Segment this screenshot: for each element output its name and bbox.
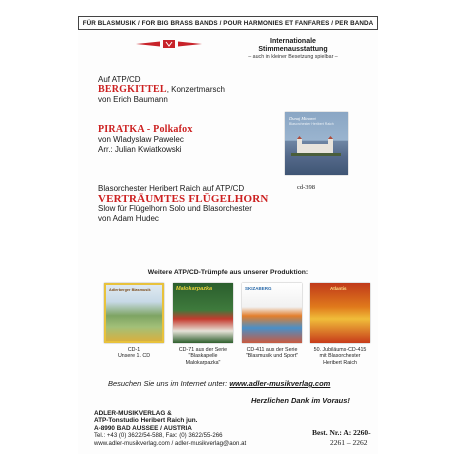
entry-title: PIRATKA - Polkafox <box>98 124 193 135</box>
caption-line: CD-411 aus der Serie <box>246 347 298 353</box>
cd-thumbnail-4 <box>310 283 370 343</box>
cd-thumbnail-3 <box>242 283 302 343</box>
caption-line: "Blaskapelle <box>188 353 218 360</box>
thumbnail-title: Atlantis <box>330 286 347 291</box>
header-block <box>228 38 358 60</box>
entry-title: BERGKITTEL <box>98 84 167 95</box>
more-products-title: Weitere ATP/CD-Trümpfe aus unserer Produktion: <box>147 269 309 276</box>
entry-composer: von Adam Hudec <box>98 214 159 223</box>
website-link[interactable]: www.adler-musikverlag.com <box>229 379 331 388</box>
address-line: ATP-Tonstudio Heribert Raich jun. <box>94 417 198 425</box>
caption-line: "Blasmusik und Sport" <box>245 353 299 360</box>
target-banner: FÜR BLASMUSIK / FOR BIG BRASS BANDS / POUR HARMONIES ET FANFARES / PER BANDA <box>78 16 378 30</box>
entry-composer: von Wladyslaw Pawelec <box>98 135 184 144</box>
order-number <box>312 428 371 448</box>
website-text: Besuchen Sie uns im Internet unter: <box>108 379 228 388</box>
caption-line: Malokarpazka" <box>185 359 221 366</box>
thumbnail-caption-2 <box>168 347 238 366</box>
publisher-address <box>94 410 246 447</box>
thanks-text: Herzlichen Dank im Voraus! <box>251 396 350 405</box>
thumbnail-caption-3 <box>237 347 307 360</box>
thumbnail-caption-1 <box>99 347 169 360</box>
thumbnail-title: SKIZABERG <box>245 286 272 291</box>
entry-desc: Slow für Flügelhorn Solo und Blasorchester <box>98 204 252 213</box>
cover-title: Dunaj Minaret <box>289 116 316 121</box>
caption-line: CD-71 aus der Serie <box>178 347 228 353</box>
castle-icon <box>291 136 341 156</box>
entry-arranger: Arr.: Julian Kwiatkowski <box>98 145 182 154</box>
caption-line: mit Blasorchester <box>319 353 361 360</box>
entry-pre: Auf ATP/CD <box>98 75 141 84</box>
thumbnail-caption-4 <box>305 347 375 366</box>
entry-vertraeumtes <box>98 184 269 224</box>
caption-line: CD-1 <box>127 347 141 353</box>
thumbnail-title: Malokarpazka <box>176 286 213 292</box>
address-line: A-8990 BAD AUSSEE / AUSTRIA <box>94 424 192 432</box>
cd-thumbnail-2 <box>173 283 233 343</box>
address-web-email: www.adler-musikverlag.com / adler-musikverlag@aon.at <box>94 439 247 447</box>
cd-number-label: cd-398 <box>297 184 316 191</box>
entry-pre: Blasorchester Heribert Raich auf ATP/CD <box>98 184 245 193</box>
cd-cover-image <box>285 112 348 175</box>
eagle-logo-icon <box>136 40 202 48</box>
entry-suffix: , Konzertmarsch <box>166 85 225 94</box>
website-line <box>108 379 330 388</box>
entry-piratka <box>98 125 193 155</box>
caption-line: 50. Jubiläums-CD-415 <box>313 347 367 353</box>
sheet-music-flyer <box>78 16 378 454</box>
caption-line: Heribert Raich <box>323 359 357 366</box>
order-number-range: 2261 – 2262 <box>330 438 368 447</box>
thumbnail-title: Adlerberger Blasmusik <box>109 288 151 292</box>
cd-thumbnail-1 <box>104 283 164 343</box>
cover-subtitle: Blasorchester Heribert Raich <box>289 122 334 126</box>
address-phone: Tel.: +43 (0) 3622/54-588, Fax: (0) 3622/55-266 <box>94 432 223 440</box>
entry-title: VERTRÄUMTES FLÜGELHORN <box>98 193 269 205</box>
address-line: ADLER-MUSIKVERLAG & <box>94 410 172 417</box>
header-line3: – auch in kleiner Besetzung spielbar – <box>248 54 338 60</box>
entry-bergkittel <box>98 75 225 105</box>
order-number-label: Best. Nr.: A: 2260- <box>312 428 371 437</box>
header-line2: Stimmenausstattung <box>258 45 328 53</box>
header-line1: Internationale <box>270 38 316 45</box>
entry-composer: von Erich Baumann <box>98 95 168 104</box>
caption-line: Unsere 1. CD <box>117 353 151 360</box>
